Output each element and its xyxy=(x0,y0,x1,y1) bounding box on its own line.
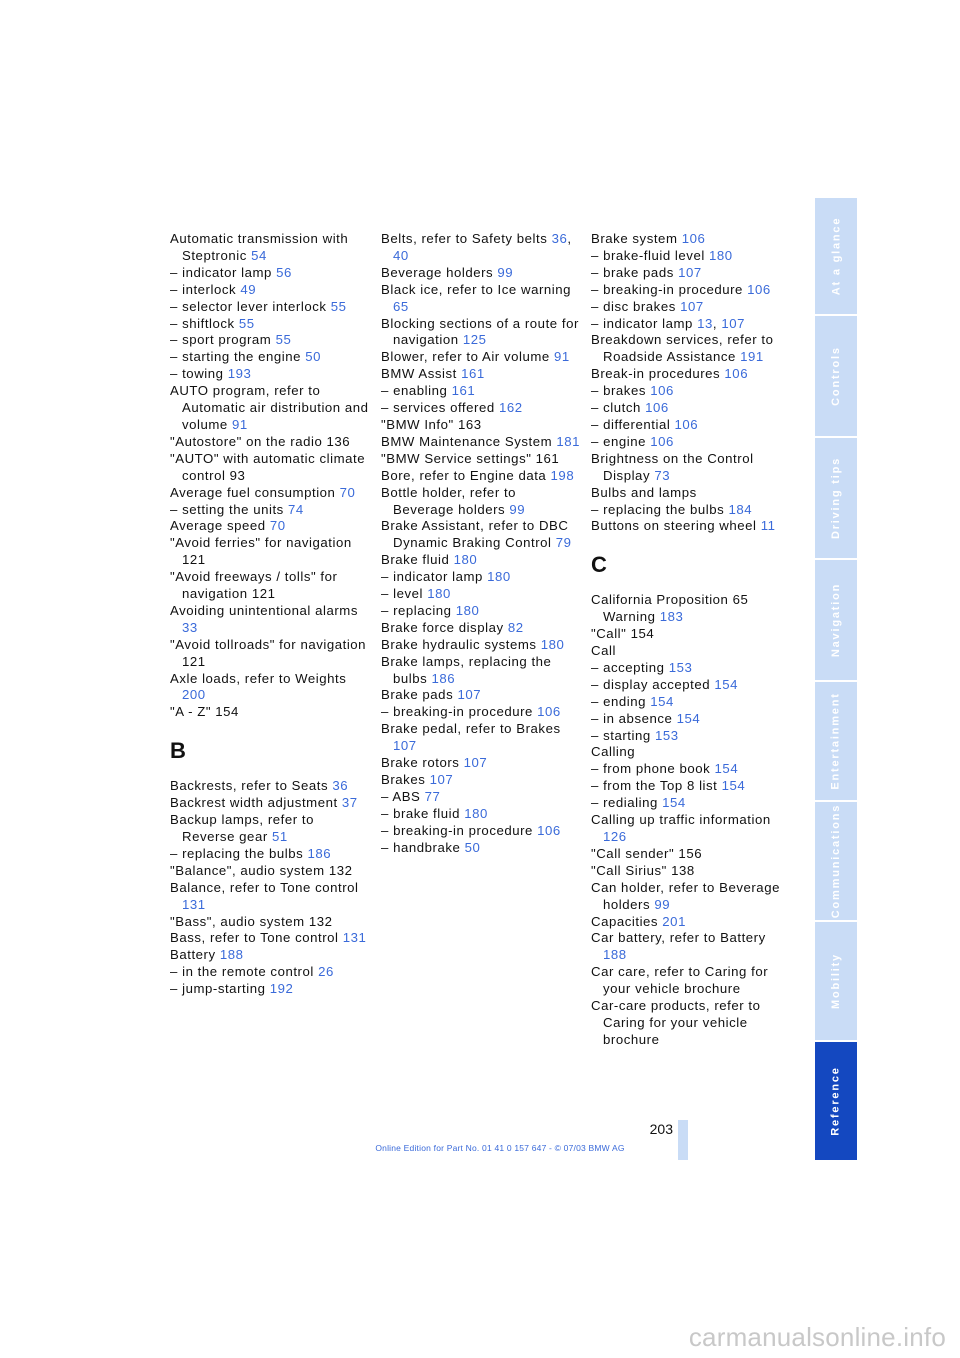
index-entry xyxy=(591,434,791,451)
index-term: Break-in procedures xyxy=(591,366,725,382)
index-term: – sport program xyxy=(170,332,276,348)
index-term: – breaking-in procedure xyxy=(381,704,538,720)
index-entry xyxy=(170,518,370,535)
index-entry xyxy=(591,400,791,417)
index-term: – brake fluid xyxy=(381,805,465,821)
index-entry xyxy=(170,846,370,863)
page-link[interactable]: 154 xyxy=(721,778,746,794)
page-link[interactable]: 91 xyxy=(553,349,570,365)
index-entry xyxy=(591,383,791,400)
index-entry xyxy=(591,502,791,519)
chapter-tab[interactable] xyxy=(815,682,857,800)
page-link[interactable]: 192 xyxy=(269,981,294,997)
index-entry xyxy=(381,620,581,637)
index-term: BMW Maintenance System xyxy=(381,433,557,449)
index-term: Calling xyxy=(591,744,636,760)
index-entry xyxy=(591,282,791,299)
index-term: BMW Assist xyxy=(381,366,462,382)
page-link[interactable]: 153 xyxy=(654,727,679,743)
page-link[interactable]: 99 xyxy=(497,264,514,280)
index-entry xyxy=(591,846,791,863)
watermark: carmanualsonline.info xyxy=(688,1322,946,1352)
index-entry xyxy=(381,383,581,400)
index-entry xyxy=(381,755,581,772)
page-link[interactable]: 106 xyxy=(537,704,561,720)
page-link[interactable]: 180 xyxy=(487,569,511,585)
index-entry xyxy=(591,451,791,485)
chapter-tab-label: At a glance xyxy=(830,216,842,296)
page-link[interactable]: 180 xyxy=(427,586,451,602)
index-term: Brightness on the Control Display xyxy=(591,450,754,483)
index-entry xyxy=(381,654,581,688)
page-link[interactable]: 154 xyxy=(714,676,739,692)
index-entry xyxy=(170,569,370,603)
index-term: – jump-starting xyxy=(170,981,270,997)
page-link[interactable]: 106 xyxy=(650,383,674,399)
index-term: Belts, refer to Safety belts xyxy=(381,231,552,246)
chapter-tab[interactable] xyxy=(815,802,857,920)
index-term: – setting the units xyxy=(170,501,289,517)
index-entry xyxy=(381,704,581,721)
page-link[interactable]: 191 xyxy=(740,349,764,365)
index-entry xyxy=(170,930,370,947)
page-link[interactable]: 183 xyxy=(659,609,684,625)
index-entry xyxy=(591,643,791,660)
index-entry xyxy=(381,772,581,789)
index-entry xyxy=(381,687,581,704)
page-link[interactable]: 106 xyxy=(681,231,706,246)
page-link[interactable]: 40 xyxy=(393,247,409,263)
index-term: Backup lamps, refer to Reverse gear xyxy=(170,812,315,844)
page-link[interactable]: 91 xyxy=(232,416,248,432)
index-entry xyxy=(170,299,370,316)
index-entry xyxy=(591,626,791,643)
index-entry xyxy=(381,485,581,519)
index-entry xyxy=(591,964,791,998)
page-link[interactable]: 180 xyxy=(540,636,565,652)
index-term: – brake-fluid level xyxy=(591,247,710,263)
index-entry xyxy=(381,552,581,569)
index-entry xyxy=(591,998,791,1049)
index-entry xyxy=(170,332,370,349)
page-link[interactable]: 73 xyxy=(654,467,671,483)
index-term: Automatic transmission with Steptronic xyxy=(170,231,349,263)
index-entry xyxy=(170,778,370,795)
index-term: "Autostore" on the radio 136 xyxy=(170,433,351,449)
index-entry xyxy=(591,485,791,502)
index-entry xyxy=(381,823,581,840)
page-link[interactable]: 131 xyxy=(342,930,367,946)
index-term: – from the Top 8 list xyxy=(591,778,722,794)
index-term: Brake Assistant, refer to DBC Dynamic Braking Control xyxy=(381,518,569,551)
page-link[interactable]: 154 xyxy=(662,795,686,811)
chapter-tab-label: Navigation xyxy=(830,582,843,658)
page-link[interactable]: 184 xyxy=(728,501,753,517)
index-term: – replacing xyxy=(381,602,456,618)
index-term: – indicator lamp xyxy=(591,315,698,331)
index-term: Battery xyxy=(170,947,220,963)
index-term: – ABS xyxy=(381,788,425,804)
page-link[interactable]: 106 xyxy=(747,281,771,297)
index-term: Beverage holders xyxy=(381,264,498,280)
page-link[interactable]: 106 xyxy=(537,822,561,838)
chapter-tab-label: Communications xyxy=(830,803,842,919)
index-entry xyxy=(170,231,370,265)
index-entry xyxy=(381,518,581,552)
index-term: Brake pedal, refer to Brakes xyxy=(381,721,561,737)
index-term: – display accepted xyxy=(591,676,715,692)
page-link[interactable]: 65 xyxy=(393,298,409,314)
page-link[interactable]: 54 xyxy=(251,247,267,263)
index-entry xyxy=(170,981,370,998)
index-entry xyxy=(170,485,370,502)
index-entry: – indicator lamp 13, 107 xyxy=(591,315,745,331)
page-link[interactable]: 50 xyxy=(305,349,322,365)
index-term: – brakes xyxy=(591,383,651,399)
index-term: – indicator lamp xyxy=(170,264,277,280)
index-term: Brake hydraulic systems xyxy=(381,636,541,652)
index-term: – differential xyxy=(591,416,675,432)
index-entry xyxy=(381,789,581,806)
index-entry xyxy=(381,637,581,654)
index-term: "BMW Info" 163 xyxy=(381,416,482,432)
page-link[interactable]: 200 xyxy=(182,687,206,703)
index-entry xyxy=(381,569,581,586)
index-entry xyxy=(591,711,791,728)
edition-footer: Online Edition for Part No. 01 41 0 157 647 - © 07/03 BMW AG xyxy=(375,1143,625,1153)
index-term: – shiftlock xyxy=(170,315,239,331)
index-entry xyxy=(591,231,791,248)
index-term: – indicator lamp xyxy=(381,569,488,585)
index-term: Brake system xyxy=(591,231,682,246)
index-term: Bore, refer to Engine data xyxy=(381,467,551,483)
index-term: – replacing the bulbs xyxy=(170,845,308,861)
index-term: Bass, refer to Tone control xyxy=(170,930,343,946)
index-term: Blocking sections of a route for navigation xyxy=(381,315,579,348)
index-entry xyxy=(591,694,791,711)
index-term: – accepting xyxy=(591,659,669,675)
index-entry xyxy=(591,677,791,694)
index-term: – services offered xyxy=(381,400,499,416)
index-entry xyxy=(381,806,581,823)
index-term: Calling up traffic information xyxy=(591,812,771,828)
page-link[interactable]: 77 xyxy=(424,788,441,804)
page-number-bar xyxy=(678,1120,688,1160)
index-term: Backrest width adjustment xyxy=(170,795,342,811)
chapter-tab[interactable] xyxy=(815,198,857,314)
index-entry xyxy=(170,316,370,333)
page-link[interactable]: 125 xyxy=(462,332,487,348)
page-number: 203 xyxy=(649,1121,673,1137)
page-link[interactable]: 50 xyxy=(464,839,481,855)
index-term: Average fuel consumption xyxy=(170,484,340,500)
page-link[interactable]: 49 xyxy=(240,281,257,297)
page-link[interactable]: 82 xyxy=(507,619,524,635)
page-link[interactable]: 36 xyxy=(551,231,568,246)
index-term: AUTO program, refer to Automatic air distribution and volume xyxy=(170,383,369,432)
page-link[interactable]: 181 xyxy=(556,433,581,449)
index-entry xyxy=(170,535,370,569)
index-entry xyxy=(591,914,791,931)
index-term: – selector lever interlock xyxy=(170,298,331,314)
index-column-3 xyxy=(591,231,791,1049)
page-link[interactable]: 162 xyxy=(498,400,523,416)
index-term: Brake rotors xyxy=(381,755,464,771)
index-entry xyxy=(591,417,791,434)
page-link[interactable]: 13 xyxy=(697,315,713,331)
page-link[interactable]: 107 xyxy=(678,264,702,280)
page-link[interactable]: 188 xyxy=(603,947,627,963)
index-entry xyxy=(381,265,581,282)
index-term: "Call" 154 xyxy=(591,626,655,642)
page-link[interactable]: 201 xyxy=(662,913,686,929)
chapter-tab[interactable] xyxy=(815,316,857,436)
page-link[interactable]: 36 xyxy=(332,778,349,794)
index-term: Axle loads, refer to Weights xyxy=(170,670,347,686)
index-term: – breaking-in procedure xyxy=(591,281,748,297)
index-term: – enabling xyxy=(381,383,452,399)
index-entry xyxy=(170,603,370,637)
page-link[interactable]: 154 xyxy=(650,693,674,709)
index-entry xyxy=(591,299,791,316)
index-term: – interlock xyxy=(170,281,241,297)
page-link[interactable]: 55 xyxy=(330,298,347,314)
index-term: Brake pads xyxy=(381,687,458,703)
index-term: – replacing the bulbs xyxy=(591,501,729,517)
index-entry xyxy=(381,366,581,383)
index-entry xyxy=(381,586,581,603)
index-entry xyxy=(591,761,791,778)
index-term: "Avoid ferries" for navigation 121 xyxy=(170,535,352,568)
section-letter: B xyxy=(170,738,186,764)
page-link[interactable]: 180 xyxy=(464,805,488,821)
index-term: "A - Z" 154 xyxy=(170,704,239,720)
page-link[interactable]: 180 xyxy=(453,552,478,568)
page-link[interactable]: 131 xyxy=(182,896,206,912)
index-term: – breaking-in procedure xyxy=(381,822,538,838)
index-entry xyxy=(591,795,791,812)
chapter-tab-label: Controls xyxy=(830,346,842,406)
index-entry xyxy=(170,704,370,721)
index-entry: Belts, refer to Safety belts 36, 40 xyxy=(381,231,572,263)
page-link[interactable]: 106 xyxy=(724,366,749,382)
index-term: Buttons on steering wheel xyxy=(591,518,761,534)
index-entry xyxy=(381,349,581,366)
page-link[interactable]: 74 xyxy=(288,501,304,517)
index-term: Bottle holder, refer to Beverage holders xyxy=(381,484,517,517)
index-entry xyxy=(381,840,581,857)
page-link[interactable]: 70 xyxy=(269,518,286,534)
index-term: Average speed xyxy=(170,518,270,534)
page-link[interactable]: 26 xyxy=(318,964,334,980)
index-entry xyxy=(591,880,791,914)
index-entry xyxy=(170,914,370,931)
index-entry xyxy=(381,400,581,417)
page-link[interactable]: 193 xyxy=(227,366,252,382)
index-entry xyxy=(170,502,370,519)
index-term: Car-care products, refer to Caring for your vehicle brochure xyxy=(591,998,761,1047)
page-link[interactable]: 126 xyxy=(603,829,627,844)
index-entry xyxy=(591,728,791,745)
index-term: – disc brakes xyxy=(591,298,681,314)
index-entry xyxy=(381,721,581,755)
page-link[interactable]: 107 xyxy=(680,298,704,314)
page-link[interactable]: 11 xyxy=(760,518,776,534)
index-term: – redialing xyxy=(591,795,663,811)
page-link[interactable]: 55 xyxy=(275,332,292,348)
page-link[interactable]: 106 xyxy=(650,433,674,449)
index-term: "Bass", audio system 132 xyxy=(170,913,333,929)
index-entry xyxy=(591,332,791,366)
index-entry xyxy=(170,812,370,846)
index-term: – in absence xyxy=(591,710,677,726)
page-link[interactable]: 186 xyxy=(307,845,332,861)
index-term: Balance, refer to Tone control xyxy=(170,879,359,895)
index-term: Car battery, refer to Battery xyxy=(591,930,766,946)
index-entry xyxy=(170,863,370,880)
index-entry xyxy=(170,383,370,434)
index-entry xyxy=(381,468,581,485)
index-term: Breakdown services, refer to Roadside Assistance xyxy=(591,332,774,365)
index-term: Brake fluid xyxy=(381,552,454,568)
page-link[interactable]: 106 xyxy=(645,400,669,416)
chapter-tab-label: Mobility xyxy=(830,953,843,1009)
index-term: Blower, refer to Air volume xyxy=(381,349,554,365)
index-term: Brake force display xyxy=(381,619,508,635)
chapter-tab-label: Entertainment xyxy=(830,692,843,790)
index-entry xyxy=(170,671,370,705)
index-entry xyxy=(170,434,370,451)
page-link[interactable]: 154 xyxy=(714,761,739,777)
chapter-tab-label: Reference xyxy=(830,1066,842,1136)
index-term: "AUTO" with automatic climate control 93 xyxy=(170,450,366,483)
index-entry xyxy=(381,417,581,434)
index-term: – clutch xyxy=(591,400,646,416)
index-entry xyxy=(170,947,370,964)
index-term: Capacities xyxy=(591,913,663,929)
index-column-1 xyxy=(170,231,370,998)
page-link[interactable]: 186 xyxy=(431,670,456,686)
index-term: – in the remote control xyxy=(170,964,319,980)
index-entry xyxy=(381,282,581,316)
index-term: Call xyxy=(591,643,616,659)
index-term: "Balance", audio system 132 xyxy=(170,862,353,878)
index-term: Bulbs and lamps xyxy=(591,484,697,500)
index-column-2 xyxy=(381,231,581,857)
page-link[interactable]: 198 xyxy=(550,467,575,483)
section-letter: C xyxy=(591,552,607,578)
index-entry xyxy=(591,366,791,383)
page-link[interactable]: 37 xyxy=(341,795,358,811)
page-link[interactable]: 99 xyxy=(509,501,526,517)
index-term: Brakes xyxy=(381,772,430,787)
index-entry xyxy=(591,863,791,880)
index-entry xyxy=(170,349,370,366)
index-entry xyxy=(381,451,581,468)
page-link[interactable]: 70 xyxy=(339,484,356,500)
page-link[interactable]: 107 xyxy=(429,772,454,787)
index-term: – handbrake xyxy=(381,839,465,855)
page-link[interactable]: 153 xyxy=(668,659,693,675)
chapter-tab[interactable] xyxy=(815,560,857,680)
index-entry xyxy=(170,282,370,299)
index-term: – level xyxy=(381,586,428,602)
index-entry xyxy=(591,778,791,795)
page-link[interactable]: 56 xyxy=(276,264,292,280)
page-link[interactable]: 188 xyxy=(219,947,244,963)
page-link[interactable]: 161 xyxy=(461,366,485,382)
page-link[interactable]: 106 xyxy=(674,416,699,432)
index-term: – towing xyxy=(170,366,228,382)
index-term: – brake pads xyxy=(591,264,679,280)
index-term: "Call Sirius" 138 xyxy=(591,862,695,878)
index-term: – engine xyxy=(591,433,651,449)
chapter-tab[interactable] xyxy=(815,922,857,1040)
index-term: Car care, refer to Caring for your vehicle brochure xyxy=(591,964,769,997)
index-entry xyxy=(591,930,791,964)
index-entry xyxy=(591,518,791,535)
page-link[interactable]: 161 xyxy=(451,383,476,399)
index-entry xyxy=(170,637,370,671)
page-link[interactable]: 107 xyxy=(463,755,488,771)
chapter-tab-label: Driving tips xyxy=(830,456,843,540)
index-term: "BMW Service settings" 161 xyxy=(381,450,560,466)
index-term: Avoiding unintentional alarms xyxy=(170,602,358,618)
index-entry xyxy=(591,812,791,846)
index-term: California Proposition 65 Warning xyxy=(591,592,749,625)
index-term: Black ice, refer to Ice warning xyxy=(381,281,572,297)
page-link[interactable]: 33 xyxy=(182,619,198,635)
index-term: – ending xyxy=(591,693,651,709)
index-term: Brake lamps, replacing the bulbs xyxy=(381,653,552,686)
index-term: "Avoid freeways / tolls" for navigation 121 xyxy=(170,569,338,602)
index-entry xyxy=(591,248,791,265)
index-entry xyxy=(170,795,370,812)
index-entry xyxy=(170,451,370,485)
page-link[interactable]: 51 xyxy=(271,829,288,844)
index-entry xyxy=(381,603,581,620)
index-entry xyxy=(381,434,581,451)
page-link[interactable]: 79 xyxy=(555,535,572,551)
page-link[interactable]: 107 xyxy=(393,738,417,754)
index-entry xyxy=(170,880,370,914)
index-term: – starting the engine xyxy=(170,349,306,365)
index-entry xyxy=(591,660,791,677)
page-link[interactable]: 180 xyxy=(709,247,733,263)
index-entry xyxy=(170,964,370,981)
index-term: – starting xyxy=(591,727,655,743)
index-entry xyxy=(591,592,791,626)
index-entry xyxy=(591,265,791,282)
index-entry xyxy=(381,316,581,350)
index-term: "Avoid tollroads" for navigation 121 xyxy=(170,636,367,669)
index-term: Can holder, refer to Beverage holders xyxy=(591,879,780,912)
index-entry xyxy=(170,265,370,282)
page-link[interactable]: 154 xyxy=(676,710,701,726)
chapter-tab[interactable] xyxy=(815,438,857,558)
page-link[interactable]: 180 xyxy=(455,602,480,618)
page-link[interactable]: 99 xyxy=(654,896,671,912)
page-link[interactable]: 107 xyxy=(457,687,482,703)
index-entry xyxy=(170,366,370,383)
page-link[interactable]: 107 xyxy=(721,315,745,331)
index-entry xyxy=(591,744,791,761)
page-link[interactable]: 55 xyxy=(238,315,255,331)
index-term: Backrests, refer to Seats xyxy=(170,778,333,794)
index-term: – from phone book xyxy=(591,761,715,777)
index-term: "Call sender" 156 xyxy=(591,845,703,861)
